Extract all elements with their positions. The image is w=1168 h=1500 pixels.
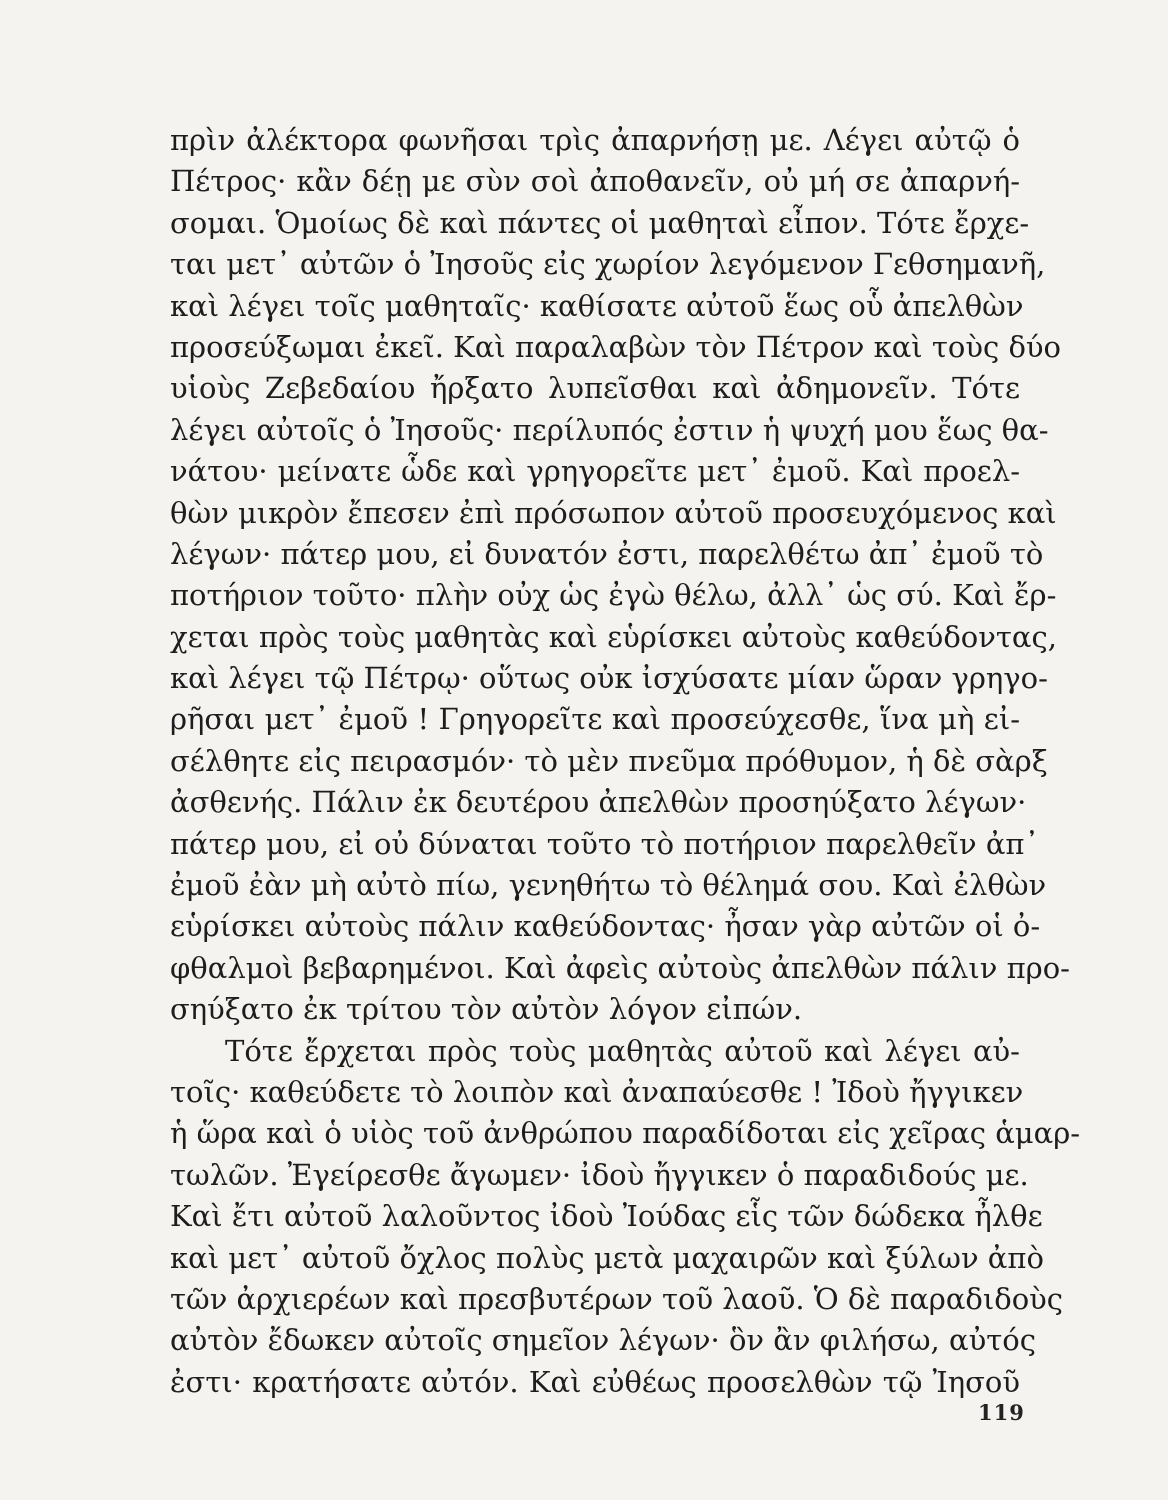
text-line: ποτήριον τοῦτο· πλὴν οὐχ ὡς ἐγὼ θέλω, ἀλλ᾽ ὡς σύ. Καὶ ἔρ- bbox=[170, 578, 1057, 613]
text-line: ἐστι· κρατήσατε αὐτόν. Καὶ εὐθέως προσελθὼν τῷ Ἰησοῦ bbox=[170, 1364, 1020, 1399]
text-line: τωλῶν. Ἐγείρεσθε ἄγωμεν· ἰδοὺ ἤγγικεν ὁ παραδιδούς με. bbox=[170, 1157, 1029, 1192]
text-line: αὐτὸν ἔδωκεν αὐτοῖς σημεῖον λέγων· ὃν ἂν φιλήσω, αὐτός bbox=[170, 1323, 1036, 1358]
text-line: Τότε ἔρχεται πρὸς τοὺς μαθητὰς αὐτοῦ καὶ λέγει αὐ- bbox=[225, 1033, 1020, 1068]
text-line: Καὶ ἔτι αὐτοῦ λαλοῦντος ἰδοὺ Ἰούδας εἷς τῶν δώδεκα ἦλθε bbox=[170, 1199, 1043, 1234]
text-line: σηύξατο ἐκ τρίτου τὸν αὐτὸν λόγον εἰπών. bbox=[170, 992, 803, 1027]
text-line: προσεύξωμαι ἐκεῖ. Καὶ παραλαβὼν τὸν Πέτρον καὶ τοὺς δύο bbox=[170, 329, 1062, 364]
text-line: ἡ ὥρα καὶ ὁ υἱὸς τοῦ ἀνθρώπου παραδίδοται εἰς χεῖρας ἁμαρ- bbox=[170, 1116, 1081, 1151]
text-line: πρὶν ἀλέκτορα φωνῆσαι τρὶς ἀπαρνήσῃ με. Λέγει αὐτῷ ὁ bbox=[170, 123, 1020, 157]
text-line: καὶ λέγει τῷ Πέτρῳ· οὕτως οὐκ ἰσχύσατε μίαν ὥραν γρηγο- bbox=[170, 661, 1048, 696]
text-line: πάτερ μου, εἰ οὐ δύναται τοῦτο τὸ ποτήριον παρελθεῖν ἀπ᾽ bbox=[170, 826, 1039, 861]
text-line: νάτου· μείνατε ὧδε καὶ γρηγορεῖτε μετ᾽ ἐμοῦ. Καὶ προελ- bbox=[170, 454, 1020, 489]
text-line: λέγων· πάτερ μου, εἰ δυνατόν ἐστι, παρελθέτω ἀπ᾽ ἐμοῦ τὸ bbox=[170, 536, 1044, 571]
text-line: σομαι. Ὁμοίως δὲ καὶ πάντες οἱ μαθηταὶ εἶπον. Τότε ἔρχε- bbox=[170, 205, 1030, 240]
text-line: καὶ μετ᾽ αὐτοῦ ὄχλος πολὺς μετὰ μαχαιρῶν καὶ ξύλων ἀπὸ bbox=[170, 1240, 1044, 1275]
body-text bbox=[170, 120, 1081, 1403]
text-line: εὑρίσκει αὐτοὺς πάλιν καθεύδοντας· ἦσαν γὰρ αὐτῶν οἱ ὀ- bbox=[170, 909, 1041, 944]
text-line: ται μετ᾽ αὐτῶν ὁ Ἰησοῦς εἰς χωρίον λεγόμενον Γεθσημανῆ, bbox=[170, 247, 1046, 282]
text-line: τοῖς· καθεύδετε τὸ λοιπὸν καὶ ἀναπαύεσθε ! Ἰδοὺ ἤγγικεν bbox=[170, 1074, 1024, 1109]
text-line: ρῆσαι μετ᾽ ἐμοῦ ! Γρηγορεῖτε καὶ προσεύχεσθε, ἵνα μὴ εἰ- bbox=[170, 702, 1020, 737]
text-line: φθαλμοὶ βεβαρημένοι. Καὶ ἀφεὶς αὐτοὺς ἀπελθὼν πάλιν προ- bbox=[170, 950, 1070, 985]
text-line: καὶ λέγει τοῖς μαθηταῖς· καθίσατε αὐτοῦ ἕως οὗ ἀπελθὼν bbox=[170, 288, 1024, 323]
text-line: θὼν μικρὸν ἔπεσεν ἐπὶ πρόσωπον αὐτοῦ προσευχόμενος καὶ bbox=[170, 495, 1057, 530]
paragraph-1 bbox=[170, 120, 1070, 1031]
page-number: 119 bbox=[978, 1400, 1025, 1425]
text-line: σέλθητε εἰς πειρασμόν· τὸ μὲν πνεῦμα πρόθυμον, ἡ δὲ σὰρξ bbox=[170, 743, 1048, 778]
text-line: χεται πρὸς τοὺς μαθητὰς καὶ εὑρίσκει αὐτοὺς καθεύδοντας, bbox=[170, 619, 1057, 654]
text-line: ἀσθενής. Πάλιν ἐκ δευτέρου ἀπελθὼν προσηύξατο λέγων· bbox=[170, 785, 1027, 820]
text-line: λέγει αὐτοῖς ὁ Ἰησοῦς· περίλυπός ἐστιν ἡ ψυχή μου ἕως θα- bbox=[170, 412, 1049, 447]
text-line: ἐμοῦ ἐὰν μὴ αὐτὸ πίω, γενηθήτω τὸ θέλημά σου. Καὶ ἐλθὼν bbox=[170, 868, 1047, 903]
paragraph-2 bbox=[170, 1031, 1081, 1404]
text-line: τῶν ἀρχιερέων καὶ πρεσβυτέρων τοῦ λαοῦ. Ὁ δὲ παραδιδοὺς bbox=[170, 1281, 1064, 1316]
text-line: υἱοὺς Ζεβεδαίου ἤρξατο λυπεῖσθαι καὶ ἀδημονεῖν. Τότε bbox=[170, 371, 1020, 406]
text-line: Πέτρος· κἂν δέῃ με σὺν σοὶ ἀποθανεῖν, οὐ μή σε ἀπαρνή- bbox=[170, 164, 1020, 199]
